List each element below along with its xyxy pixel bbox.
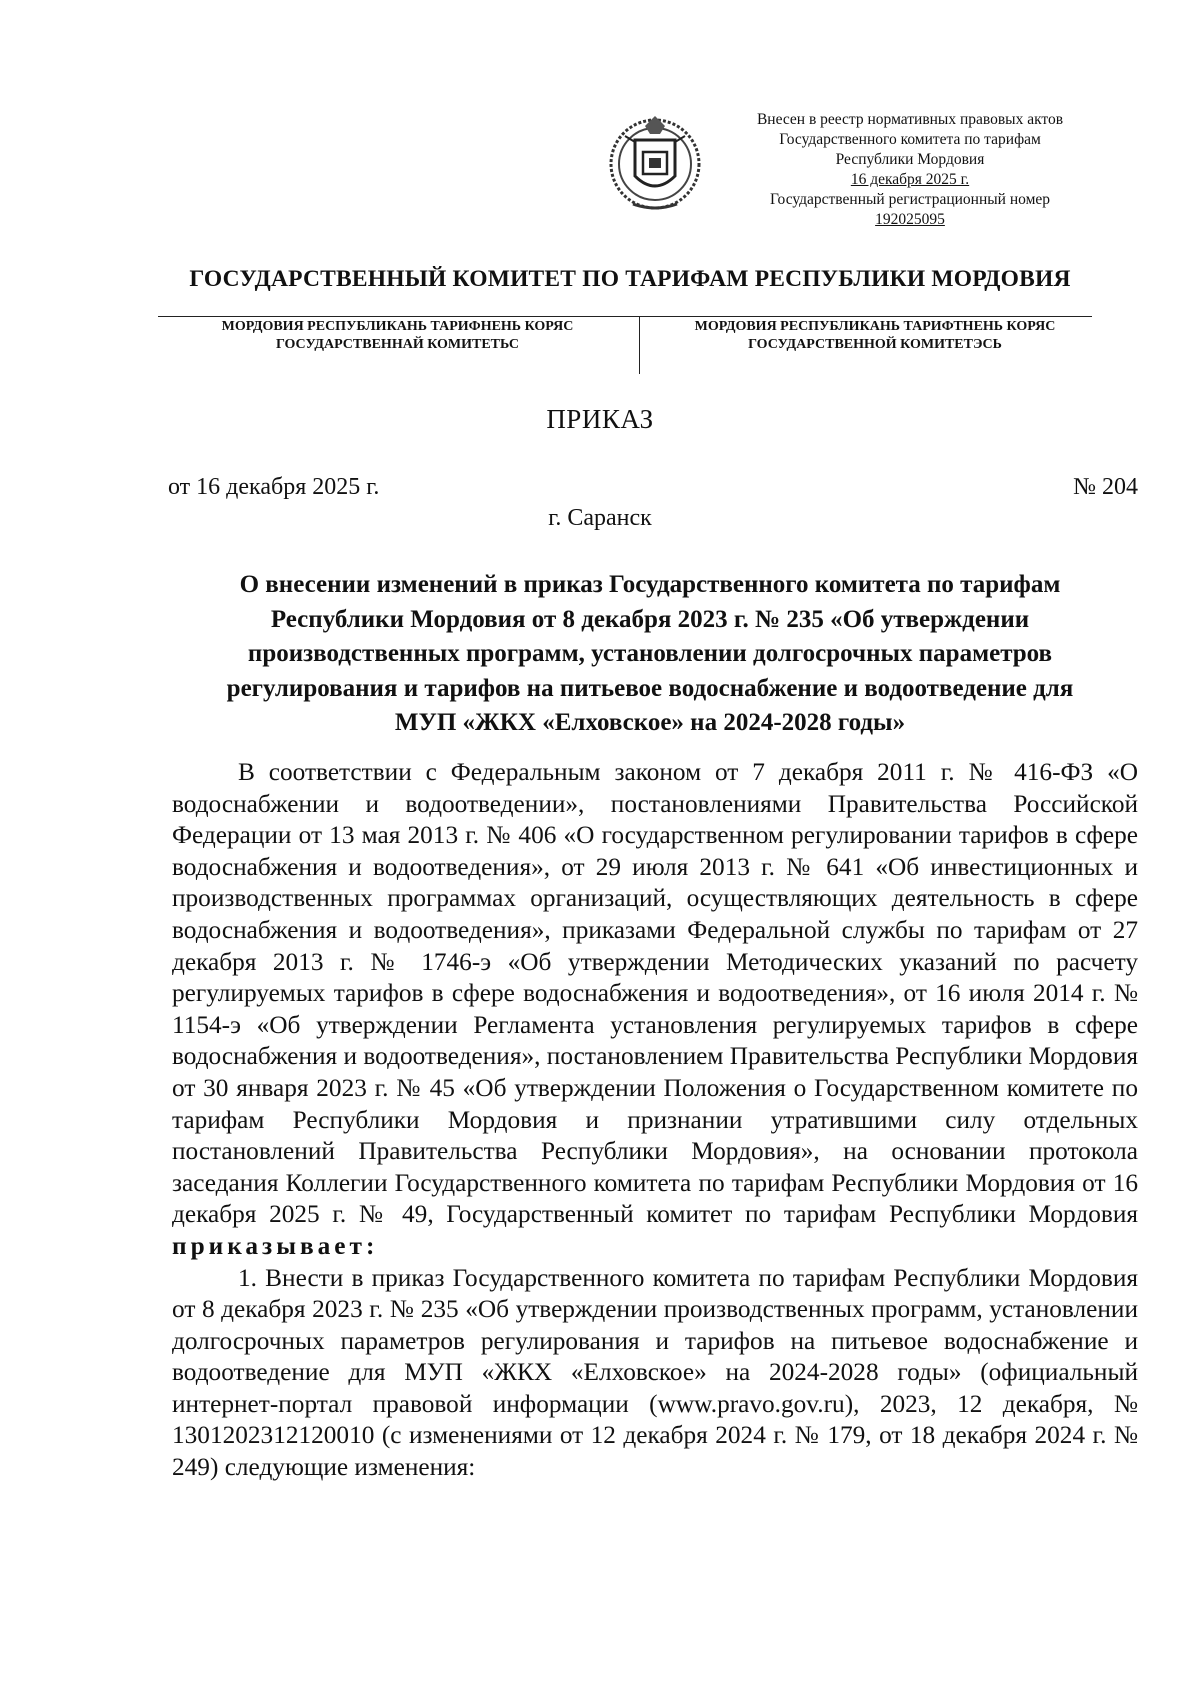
orders-word: приказывает:: [172, 1231, 379, 1260]
mordovian-line: ГОСУДАРСТВЕННАЙ КОМИТЕТЬС: [275, 337, 520, 352]
registry-number: 192025095: [875, 211, 945, 228]
mordovian-line: ГОСУДАРСТВЕННОЙ КОМИТЕТЭСЬ: [748, 337, 1002, 352]
item-1-paragraph: 1. Внести в приказ Государственного комитета по тарифам Республики Мордовия от 8 декабря 2023 г. № 235 «Об утверждении производственных программ, установлении долгосрочных параметров регулирования и тарифов на питьевое водоснабжение и водоотведение для МУП «ЖКХ «Елховское» на 2024-2028 годы» (официальный интернет-портал правовой информации (www.pravo.gov.ru), 2023, 12 декабря, № 1301202312120010 (с изменениями от 12 декабря 2024 г. № 179, от 18 декабря 2024 г. № 249) следующие изменения:: [172, 1263, 1138, 1482]
order-city: г. Саранск: [548, 505, 652, 531]
registry-line: Государственного комитета по тарифам: [779, 131, 1041, 148]
heading-line: Республики Мордовия от 8 декабря 2023 г. № 235 «Об утверждении: [270, 605, 1030, 633]
heading-line: МУП «ЖКХ «Елховское» на 2024-2028 годы»: [394, 709, 906, 736]
order-heading: [170, 568, 1130, 741]
committee-title: ГОСУДАРСТВЕННЫЙ КОМИТЕТ ПО ТАРИФАМ РЕСПУБЛИКИ МОРДОВИЯ: [189, 266, 1071, 292]
mordovian-line: МОРДОВИЯ РЕСПУБЛИКАНЬ ТАРИФТНЕНЬ КОРЯС: [694, 319, 1056, 334]
mordovian-line: МОРДОВИЯ РЕСПУБЛИКАНЬ ТАРИФНЕНЬ КОРЯС: [221, 319, 574, 334]
registry-line: Государственный регистрационный номер: [769, 191, 1051, 208]
header-vertical-divider: [639, 316, 640, 374]
mordovian-name-right: [645, 318, 1105, 354]
mordovian-name-left: [160, 318, 635, 354]
preamble-paragraph: [172, 757, 1138, 1263]
heading-line: регулирования и тарифов на питьевое водоснабжение и водоотведение для: [226, 674, 1074, 702]
coat-of-arms-icon: [605, 108, 705, 214]
registry-line: Республики Мордовия: [835, 151, 985, 168]
header-divider: [158, 316, 1092, 317]
registry-date: 16 декабря 2025 г.: [850, 171, 970, 188]
heading-line: производственных программ, установлении долгосрочных параметров: [247, 640, 1053, 667]
order-date: от 16 декабря 2025 г.: [168, 474, 380, 500]
order-title: ПРИКАЗ: [546, 404, 654, 434]
registry-stamp: [740, 110, 1080, 230]
order-number: № 204: [1073, 474, 1138, 500]
heading-line: О внесении изменений в приказ Государственного комитета по тарифам: [239, 571, 1061, 598]
preamble-text: В соответствии с Федеральным законом от 7 декабря 2011 г. № 416-ФЗ «О водоснабжении и водоотведении», постановлениями Правительства Российской Федерации от 13 мая 2013 г. № 406 «О государственном регулировании тарифов в сфере водоснабжения и водоотведения», от 29 июля 2013 г. № 641 «Об инвестиционных и производственных программах организаций, осуществляющих деятельность в сфере водоснабжения и водоотведения», приказами Федеральной службы по тарифам от 27 декабря 2013 г. № 1746-э «Об утверждении Методических указаний по расчету регулируемых тарифов в сфере водоснабжения и водоотведения», от 16 июля 2014 г. № 1154-э «Об утверждении Регламента установления регулируемых тарифов в сфере водоснабжения и водоотведения», постановлением Правительства Республики Мордовия от 30 января 2023 г. № 45 «Об утверждении Положения о Государственном комитете по тарифам Республики Мордовия и признании утратившими силу отдельных постановлений Правительства Республики Мордовия», на основании протокола заседания Коллегии Государственного комитета по тарифам Республики Мордовия от 16 декабря 2025 г. № 49, Государственный комитет по тарифам Республики Мордовия: [172, 758, 1138, 1229]
order-body: [172, 757, 1138, 1484]
registry-line: Внесен в реестр нормативных правовых актов: [756, 111, 1064, 128]
